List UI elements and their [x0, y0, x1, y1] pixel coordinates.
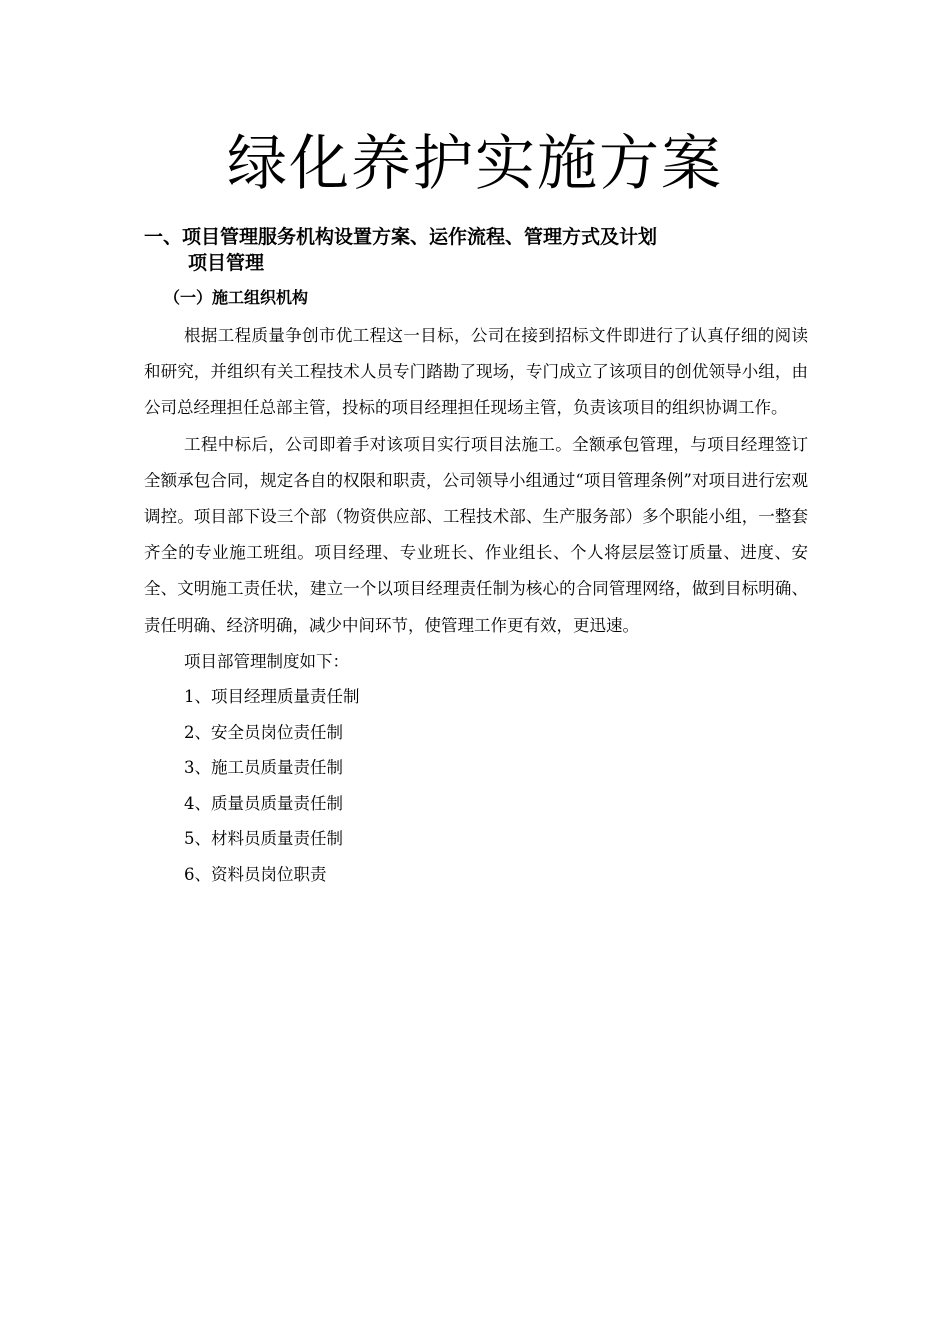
subsection-heading: （一）施工组织机构: [164, 288, 309, 307]
list-item: 4、质量员质量责任制: [184, 793, 343, 813]
list-item: 1、项目经理质量责任制: [184, 687, 360, 707]
list-item: 3、施工员质量责任制: [184, 758, 343, 778]
paragraph-2: 工程中标后，公司即着手对该项目实行项目法施工。全额承包管理，与项目经理签订全额承包合同，规定各自的权限和职责，公司领导小组通过“项目管理条例”对项目进行宏观调控。项目部下设三个部（物资供应部、工程技术部、生产服务部）多个职能小组，一整套齐全的专业施工班组。项目经理、专业班长、作业组长、个人将层层签订质量、进度、安全、文明施工责任状，建立一个以项目经理责任制为核心的合同管理网络，做到目标明确、责任明确、经济明确，减少中间环节，使管理工作更有效，更迅速。: [144, 434, 808, 635]
document-title: 绿化养护实施方案: [227, 129, 723, 199]
list-item: 2、安全员岗位责任制: [184, 722, 343, 742]
section-heading: [144, 224, 824, 276]
paragraph-1: 根据工程质量争创市优工程这一目标，公司在接到招标文件即进行了认真仔细的阅读和研究，并组织有关工程技术人员专门踏勘了现场，专门成立了该项目的创优领导小组，由公司总经理担任总部主管，投标的项目经理担任现场主管，负责该项目的组织协调工作。: [144, 326, 808, 418]
document-body: [144, 318, 808, 892]
list-intro: 项目部管理制度如下：: [184, 651, 349, 671]
management-rules-list: [144, 679, 808, 892]
section-heading-line-2: 项目管理: [188, 252, 265, 274]
section-heading-line-1: 一、项目管理服务机构设置方案、运作流程、管理方式及计划: [144, 226, 658, 248]
list-item: 6、资料员岗位职责: [184, 864, 327, 884]
list-item: 5、材料员质量责任制: [184, 829, 343, 849]
